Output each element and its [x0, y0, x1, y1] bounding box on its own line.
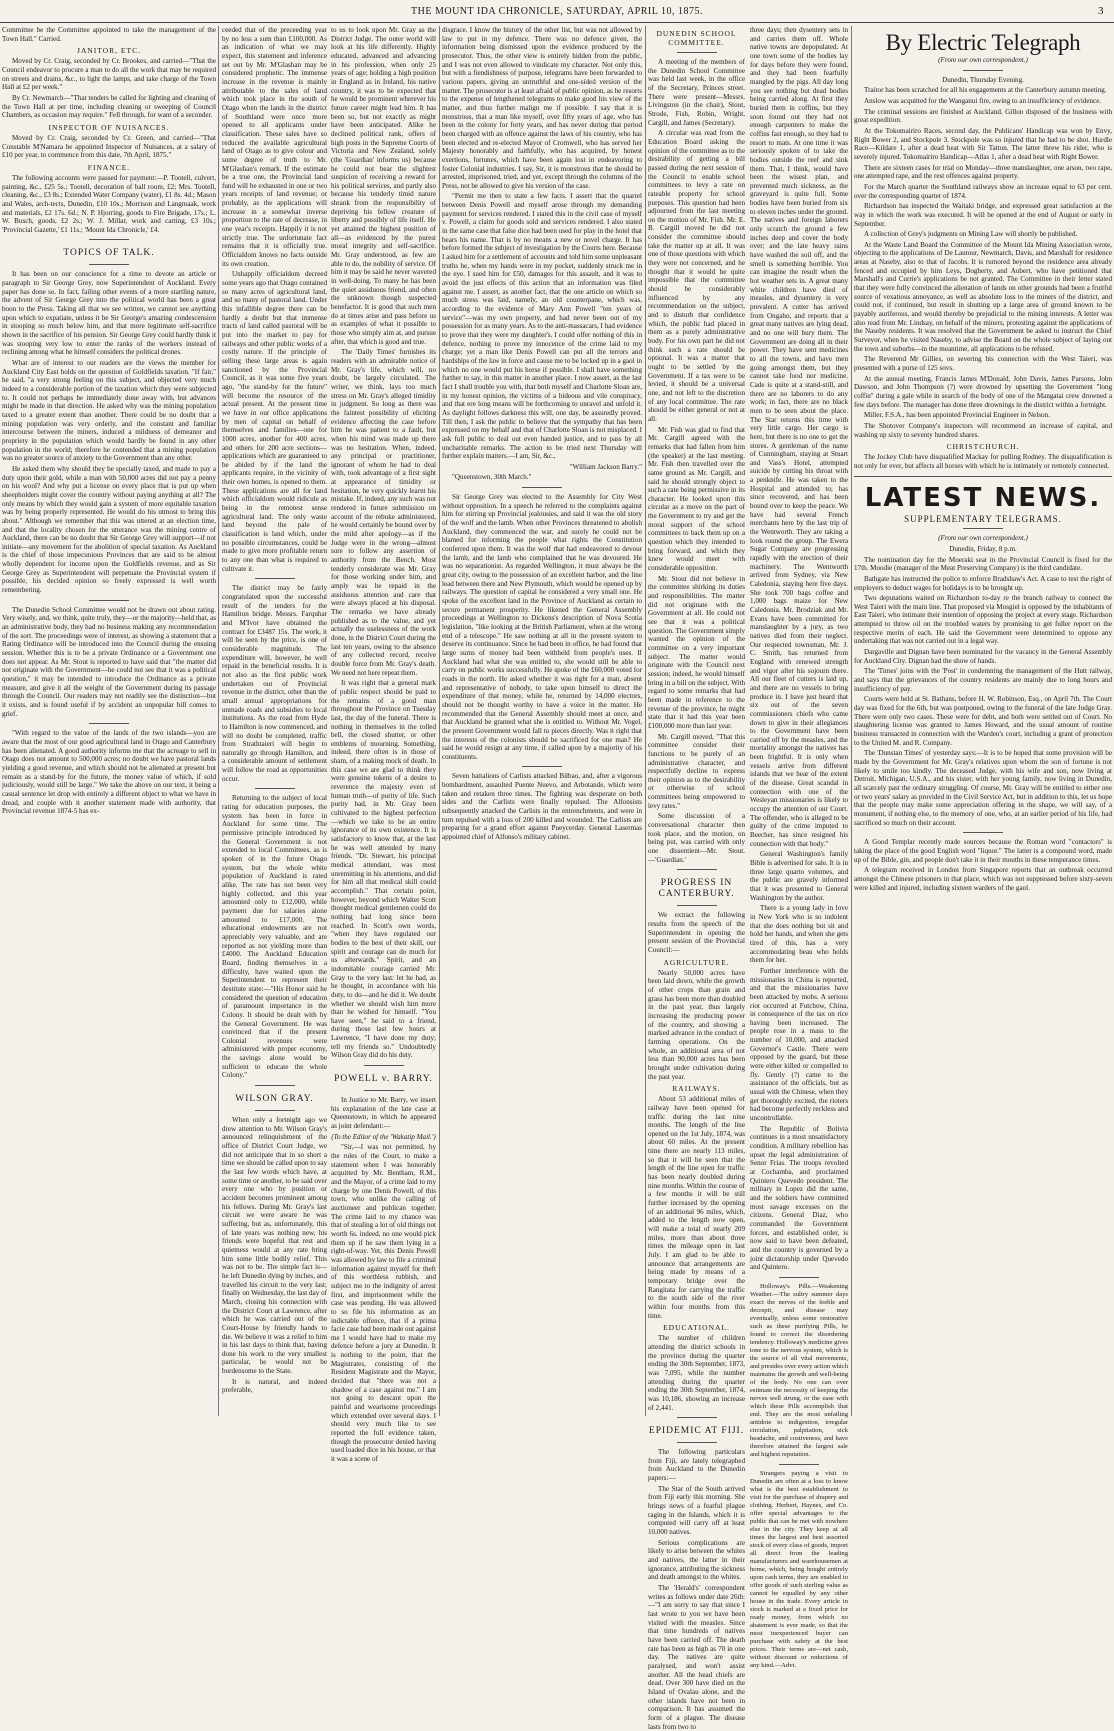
paragraph: A collection of Grey's judgments on Mining Law will shortly be published. — [864, 230, 1078, 239]
paragraph: "Sir,—I was not permitted, by the rules of the Court, to make a statement when I was honorably acquitted by Mr. Bentham, R.M., and the Mayor, of a crime laid to my charge by one Denis Powell, of this town, who unlike the calling of auctioneer and publican together. The crime laid to my chance was that of stealing a lot of old things not worth 6s. indeed, no one would pick them up if he saw them lying in a right-of-way. Yet, this Denis Powell was allowed by law to file a criminal information against myself for theft of this worthless rubbish, and subject me to the indignity of arrest first, and imprisonment while the case was pending. He was allowed to so file his information as an indictable offence, that if a prima facie case had been made out against me I would have had to make my defence before a jury at Dunedin. It is nothing to the point, that the Magistrates, consisting of the Resident Magistrate and the Mayor, decided that "there was not a shadow of a case against me." I am not going to descant upon the painful and wearisome proceedings which extended over several days. I should very much like to see reported the full evidence taken, though the prosecutor denied having used loaded dice in his house, or that it was a scene of — [331, 1143, 436, 1463]
paragraph: Traitor has been scratched for all his engagements at the Canterbury autumn meeting. — [864, 86, 1107, 95]
dateline: Dunedin, Thursday Evening. — [942, 75, 1024, 84]
paragraph: Returning to the subject of local rating for education purposes, the system has been in force in Auckland for some time. The permissive principle introduced by the General Government is not extended to local Committees, as is spoken of in the future Otago system, but the whole white population of Auckland is rated alike. The rate has not been very highly collected, and this year amounted only to £12,000, while payment due for salaries alone amounted to £17,000. The educational endowments are not appreciably very valuable, and are reported as not yielding more than £4000. The Auckland Education Board, finding themselves in a difficulty, have waited upon the Superintendent to represent their destitute state:—"His Honor said he considered the question of education of paramount importance in the Colony. It should be dealt with by the General Government. He was convinced that if the present Colonial revenues were administered with proper economy, the savings alone would be sufficient to educate the whole Colony." — [222, 794, 327, 1080]
column-3 — [442, 26, 642, 1412]
paragraph: The 'Dunstan Times' of yesterday says:—It is to be hoped that some provision will be made by the Government for Mr. Gray's relatives upon whom the son of fortune is not likely to smile too kindly. The deceased Judge, with his wife and son, now living at Detroit, Michigan, U.S.A., and his sister, with her young family, now living in Dunedin, all scarcely past the ordinary struggling. Of course, Mr. Gray will be entitled to either one or two years' salary as provided in the Civil Service Act, but in addition to this, let us hope that the people may make some appreciation offering in the shape, we will say, of a monument, if nothing else, to the memory of one, who, at an earlier period of his life, had sacrificed so much on their account. — [854, 749, 1112, 827]
divider — [677, 1442, 717, 1443]
paragraph: Unhappily officialdom decreed some years ago that Otago contained so many acres of agricultural land, and so many of pastoral land. Under this infallible degree there can be hardly a doubt but that immense tracts of land called pastoral will be put into the market to pay for railways and other public works of a costly nature. If the principle of selling these large areas is again sanctioned by the Provincial Council, as it was some five years ago, "the stand-by for the future" will become the resource of the actual present. At the present time we have in our office applications by men of capital on behalf of themselves and families—one for 1000 acres, another for 400 acres, and others for 200 acre sections—applications which are guaranteed to be abided by if the land the applicants require, in the vicinity of their own homes, is opened to them. These applications are all for land which officialdom would ridicule as being in the remotest sense agricultural land. The only waste land beyond the pale of classification is land which, under no possible circumstances, could be made to give more profitable return to any one than what is required to cultivate it. — [222, 270, 327, 573]
paragraph: to us to look upon Mr. Gray as the District Judge. The outer world will look at his life differently. Highly educated, advanced and advancing in his profession, when only 25 years of age; holding a high position in England as in Ireland, his native country, it was to be expected that he would be prominent wherever his future career might lead him. It has been so, but not exactly as might have been anticipated. Alike he declined political rank, offers of high posts in the Supreme Courts of Victoria and New Zealand, solely (the 'Guardian' informs us) because he could not bear the slightest suspicion of receiving a reward for his political services, and partly also because his tenderly timid nature shrank from the responsibility of depriving his fellow creature of liberty and possibly of life itself. He yet attained the highest position of all—as evidenced by the purest moral integrity and self-sacrifice. Mr. Gray understood, as few are able to do, the nobility of service. Of him it may be said he never wavered in well-doing. To many he has been the quiet assiduous friend, and often the unknown though suspected benefactor. It is good that such men do at times arise and pass before us as examples of what it possible to those who simply aim at, and pursue after, that which is good and true. — [331, 26, 436, 346]
telegraph-banner: By Electric Telegraph — [885, 30, 1081, 55]
divider — [963, 70, 1003, 71]
divider — [89, 600, 129, 601]
column-rule — [851, 26, 852, 1416]
paragraph: A meeting of the members of the Dunedin School Committee was held last week, in the office of the Secretary, Princes street. There were present—Messrs. Livingston (in the chair), Stout, Strode, Fish, Robin, Wright, Cargill, and James (Secretary). — [648, 58, 745, 127]
paragraph: Mr. Stout did not believe in the committee shirking its duties and responsibilities. The matter did not originate with the Government at all. He could not see that it was a political question. The Government simply wanted the opinion of the committee on a very important subject. The matter would originate with the Council next session; indeed, he would himself bring in a bill on the subject. With regard to some remarks that had been made in reference to the revenue of the province, he might state that it had this year been £100,000 more than last year. — [648, 574, 745, 730]
divider — [963, 528, 1003, 529]
supplementary-heading: SUPPLEMENTARY TELEGRAMS. — [904, 513, 1062, 524]
divider — [522, 766, 562, 767]
paragraph: disgrace. I know the history of the other list, but was not allowed by law to put in my defence. There was no defence given, the information being dismissed upon the evidence produced by the prosecutor. Thus, the other view is entirely hidden from the public, and I was not even allowed to vindicate my character. Not only this, but with a fiendishness of purpose, telegrams have been forwarded to various papers, giving an untruthful and one-sided version of the matter. The prosecutor is at least afraid of public opinion, as he resorts to the expense of lengthened telegrams to make good his view of the matter, and thus further malign me if possible. I say that it is monstrous, that a man like myself, over fifty years of age, who has been in the colony for forty years, and has never during that period been charged with an offence against the laws of his country, who has been elected and re-elected Mayor of Cromwell, who has served her Majesty honorably and faithfully, who has acquired, by honest exertions, fortunes, which have been again lost in endeavoring to foster Colonial industries. I say, Sir, it is monstrous that he should be arrested, imprisoned, tried, and yet, except through the columns of the Press, not be allowed to give his version of the case. — [442, 26, 642, 190]
paragraph: Nearly 50,000 acres have been laid down, while the growth of other crops than grain and grass has been more than doubled in the past year, thus largely increasing the producing power of the country, and showing a marked advance in the conduct of farming operations. On the whole, an additional area of not less than 90,000 acres has been brought under cultivation during the past year. — [648, 968, 745, 1081]
paragraph: Bathgate has instructed the police to enforce Bradshaw's Act. A case to test the right of employers to deduct wages for holidays is to be brought up. — [854, 574, 1112, 592]
divider — [677, 52, 717, 53]
signature-place: "Queenstown, 30th March." — [452, 473, 532, 482]
paragraph: The following accounts were passed for payment:—P. Tootell, culvert, painting, &c., £25 5s.; Tootell, decoration of ball room, £2; Mrs. Tootell, cleaning, &c., £3 8s.; Extended Water Company (water), £1 8s. 4d.; Mason and Wales, arch-tects, Dunedin, £10 10s.; Morrison and Langmaak, work and materials, £2 17s. 6d.; N. P. Hjorring, goods to Fire Brigade, 17s.; L. W. Busch, goods, £2 2s.; W. J. Millar, work and carting, £3 10s.; 'Provincial Gazette,' £1 11s.; 'Mount Ida Chronicle,' £4. — [2, 173, 216, 234]
paragraph: At the Waste Land Board the Committee of the Mount Ida Mining Association wrote, objecting to the applications of De Lautour, Newmarch, Davis, and Marshall for residence areas at Naseby, also to that of Jacobs. It is rumored beyond the residence area already fenced and occupied by him Leys, Dogherty, and Aubert, who have petitioned that Marshall's and Currie's applications be not granted. The Committee in their letter stated that they were fully convinced the alienation of lands on other grounds had been a fruitful source of vexatious annoyance, as well as absolute loss to the miners of the district, and could not, if continued, but result in shutting up a large area of ground known to be payably auriferous, and would thereby be prejudicial to the mining interests. A letter was also read from Mr. Lindsay, on behalf of the miners, protesting against the applications of the Naseby residents. It was resolved that the Government be asked to instruct the Chief Surveyor, when he visited Naseby, to advise the Board on the whole subject of laying out the town and suburbs—in the meantime, all applications to be refused. — [854, 240, 1112, 353]
article-title: EPIDEMIC AT FIJI. — [648, 1426, 745, 1437]
paragraph: A telegram received in London from Singapore reports that an outbreak occurred amongst the Chinese prisoners in that place, which was not suppressed before sixty-seven were killed and injured, including sixteen warders of the gaol. — [854, 866, 1112, 892]
section-heading: AGRICULTURE. — [663, 957, 730, 967]
paragraph: We extract the following results from the speech of the Superintendent in opening the present session of the Provincial Council:— — [648, 911, 745, 954]
section-heading: CHRISTCHURCH. — [946, 442, 1020, 452]
paragraph: (To the Editor of the 'Wakatip Mail.') — [331, 1132, 436, 1141]
byline: (From our own correspondent.) — [938, 534, 1028, 543]
divider — [89, 723, 129, 724]
paragraph: Courts were held at St. Bathans, before H. W. Robinson, Esq., on April 7th. The Court day was fixed for the 6th, but was postponed, owing to the funeral of the late Judge Gray. There were only two cases. These were for debt, and both were settled out of Court. No slaughtering license was granted to James Howard, and the usual amount of routine business transacted in connection with the Warden's court, including a grant of protection to the United M. and R. Company. — [854, 695, 1112, 747]
article-title: TOPICS OF TALK. — [63, 248, 155, 259]
paragraph: A Good Templar recently made sources because the Roman word "contactors" is taking the place of the good English word "liquor." The latter is a compound word, made up of the Bible, gin, and people don't take it in their mouths in these temperance times. — [854, 838, 1112, 864]
paragraph: Mr. Cargill moved, "That this committee consider their functions to be purely of an administrative character, and respectfully decline to express their opinion as to the desirability or otherwise of school committees being empowered to levy rates." — [648, 732, 745, 810]
paragraph: The Star of the South arrived from Fiji early this morning. She brings news of a fearful plague raging in the Islands, which it is computed will carry off at least 10,000 natives. — [648, 1484, 745, 1537]
paragraph: The Republic of Bolivia continues in a most unsatisfactory condition. A military rebellion has upset the legal administration of Senor Frias. The troops revolted at Cochamba, and proclaimed Quintero Quevedo president. The military in Lopez did the same, and the soldiers have committed most savage excesses on the citizens. General Diaz, who commanded the Government forces, and established order, is now said to have been defeated, and the country is governed by a joint dictatorship under Quevedo and Quintero. — [750, 1124, 848, 1272]
paragraph: Mr. Fish was glad to find that Mr. Cargill agreed with the remarks that had fallen from him (the speaker) at the last meeting. Mr. Fish then travelled over the same ground as Mr. Cargill, and said he should strongly object to such a rate being permissive in its character. He looked upon this circular as a move on the part of the Government to try and get the moral support of the school committees to back them up on a question which they intended to bring forward, and which they knew would meet with considerable opposition. — [648, 425, 745, 573]
paragraph: General Washington's family Bible is advertised for sale. It is in three large quarto volumes, and the public are gravely informed that it was presented to General Washington by the author. — [750, 850, 848, 902]
section-heading: JANITOR, ETC. — [77, 46, 141, 56]
paragraph: Seven battalions of Carlists attacked Bilbao, and, after a vigorous bombardment, assaulted Puente Nuevo, and Arbotande, which were taken and retaken three times. The fighting was desperate on both sides and the Carlists were finally repulsed. The Alfonsists subsequently attacked the Carlists in the entrenchments, and were in turn repulsed with a loss of 200 killed and wounded. The Carlists are preparing for a grand effort against Pueycerday. General Lasermas appointed chief of Alfonso's military cabinet. — [442, 772, 642, 842]
paragraph: It has been on our conscience for a time to devote an article or paragraph to Sir George Grey, now Superintendent of Auckland. Every paper has done so. In fact, failing other events of a more startling nature, the advent of Sir George Grey into the political world has been a great boon to the Press. Taking all that we see written, we cannot see anything upon which to expatiate, unless it be Sir George's amazing condescension in stooping so much below him, and that more legitimate self-sacrifice shown in the sacrifice of his pension. Sir George Grey could hardly think it was stooping very low to enter the ranks of the workers instead of reclining among what he himself considers the political drones. — [2, 270, 216, 357]
paragraph: The number of children attending the district schools in the province during the quarter ending the 30th September, 1873, was 7,095, while the number attending during the quarter ending the 30th September, 1874, was 10,186, showing an increase of 2,441. — [648, 1334, 745, 1412]
paragraph: At the Tokomairiro Races, second day, the Publicans' Handicap was won by Envy, Right Bower 2, and Stockpole 3. Stockpole was so injured that he had to be shot. Hurdle Race—Kildare 1, after a dead heat with Sir Tatton. The latter threw his rider, who is severely injured. Tokomairiro Handicap—Atlas 1, after a dead heat with Right Bower. — [854, 126, 1112, 161]
column-rule — [645, 26, 646, 1416]
paragraph: It is natural, and indeed preferable, — [222, 1377, 327, 1395]
paragraph: There are sixteen cases for trial on Monday—three manslaughter, one arson, two rape, one attempted rape, and the rest offences against property. — [854, 163, 1112, 181]
column-5 — [854, 26, 1112, 1412]
column-2b — [331, 26, 437, 1463]
paragraph: Committee be the Committee appointed to take the management of the Town Hall." Carried. — [2, 26, 216, 43]
section-heading: RAILWAYS. — [672, 1084, 721, 1094]
advertisement: Strangers paying a visit to Dunedin are often at a loss to know what is the best establishment to visit for the purchase of drapery and clothing. Herbert, Haynes, and Co. offer special advantages to the public that can be met with nowhere else in the city. They keep at all times the largest and best assorted stock of every class of goods, import all direct from the leading manufacturers and warehousemen at home, which, being bought entirely upon cash terms, they are enabled to offer goods of such sterling value as cannot be equalled by any other house in the trade. Every article in stock is marked at a fixed price for ready money, from which no abatement is ever made, so that the most inexperienced buyer can purchase with safety at the best prices. Their terms are—net cash, without discount or reductions of any kind.—Advt. — [750, 1469, 848, 1669]
byline: (From our own correspondent.) — [938, 56, 1028, 64]
paragraph: The Jockey Club have disqualified Mackay for pulling Rodney. The disqualification is not only for ever, but affects all horses with which he is intimately or remotely connected. — [854, 453, 1112, 470]
paragraph: Miller, F.S.A., has been appointed Provincial Engineer in Nelson. — [864, 411, 1050, 420]
column-2a — [222, 26, 327, 1412]
article-title: POWELL v. BARRY. — [334, 1074, 433, 1085]
divider — [255, 578, 295, 579]
paragraph: There is a young lady in love in New York who is so indolent that she does nothing but sit and hold her hands, and when she gets tired of this, has a very accommodating beau who holds them for her. — [750, 904, 848, 965]
divider — [677, 1417, 717, 1418]
divider — [255, 1110, 295, 1111]
paragraph: The nomination day for the Moeraki seat in the Provincial Council is fixed for the 17th. Moodie (manager of the Meat Preserving Company) is the third candidate. — [854, 555, 1112, 573]
paragraph: "Permit me then to state a few facts. I assert that the quarrel between Denis Powell and myself arose through my demanding payment for services rendered. I stated this in the civil case of myself v. Powell, a claim for goods sold and services rendered. I also stated in the same case that false dice had been used for play in the hotel that bears his name. That is by no means a new or novel charge. It has before formed the subject of investigation by the Courts here. Because I asked him for a settlement of accounts and told him some unpleasant truths he, when my hands were in my pocket, suddenly struck me in the eye. I sued him for £50, damages for this assault, and it was to avoid the just effects of this action that an information was filed against me. I assert, as another fact, that the one article on which so much stress was laid, namely, an old counterpane, which was, according to the evidence of Mary Ann Powell "ten years of service"—was my own property, and had never been out of my possession for as many years. As to the anti-massacars, I had evidence to prove that they were my daughter's. I could offer nothing of this in defence, nothing to prove my innocence of the crime laid to my charge; yet a man like Denis Powell can put all the terrors and hardships of the law in force and cause me to be locked up in a gaol in which no one would put his horse if possible. I shall have something further to say, in this matter in another place. I now assert, as the last fact I shall trouble you with, that both myself and Charlotte Sloan are, in my honest opinion, the victims of a hideous and vile conspiracy, and that ere long means will be forthcoming to unravel and unfold it. As daylight follows darkness this will, one day, be assuredly proved. Till then, I ask the public to believe that the sympathy that has been expressed on my behalf and that of Charlotte Sloan is not misplaced. I ask full public to deal out even handed justice, and to pass by all uncharitable remarks. The action to be tried next Thursday will further explain matters.—I am, Sir, &c., — [442, 192, 642, 461]
masthead — [0, 0, 1114, 23]
paragraph: For the March quarter the Southland railways show an increase equal to 63 per cent. over the corresponding quarter of 1874. — [854, 182, 1112, 200]
paragraph: At the annual meeting, Francis James M'Donald, John Davis, James Parsons, John Dawson, and John Thompson (?) were drowned by upsetting the Government "long coffin" during a gale while in search of the body of one of the Mangatai crew drowned a few days before. The manager has done three drownings in the district within a fortnight. — [854, 374, 1112, 409]
paragraph: Serious complications are likely to arise between the whites and natives, the latter in their ignorance, attributing the sickness and death amongst to the whites. — [648, 1538, 745, 1582]
dateline: Dunedin, Friday, 8 p.m. — [949, 544, 1017, 553]
paragraph: Anslow was acquitted for the Wanganui fire, owing to an insufficiency of evidence. — [864, 96, 1102, 105]
section-heading: FINANCE. — [87, 162, 131, 172]
divider — [89, 264, 129, 265]
section-heading: EDUCATIONAL. — [663, 1323, 730, 1333]
paragraph: Moved by Cr. Craig, seconded by Cr. Brookes, and carried—"That the Council endeavor to procure a man to do all the work that may be required on streets and drains, &c., to light the lamps, and take charge of the Town Hall at £2 per week." — [2, 57, 216, 92]
article-title: PROGRESS IN CANTERBURY. — [658, 878, 735, 900]
column-4b — [750, 26, 848, 1669]
divider — [89, 239, 129, 240]
masthead-date: THE MOUNT IDA CHRONICLE, SATURDAY, APRIL 10, 1875. — [411, 6, 703, 17]
paragraph: Richardson has inspected the Waitaki bridge, and expressed great satisfaction at the way in which the work was executed. It will be opened at the end of August or early in September. — [854, 202, 1112, 228]
paragraph: Moved by Cr. Craig, seconded by Cr. Green, and carried—"That Constable M'Namara be appointed Inspector of Nuisances, at a salary of £10 per year, to commence from this date, 7th April, 1875." — [2, 133, 216, 160]
paragraph: What are of interest to our readers are the views the member for Auckland City East holds on the question of Goldfields taxation. "If fair," he said, "a very strong feeling on this subject, and objected very much indeed to a considerable portion of the taxation which they were subjected to. It could not perhaps be immediately done away with, but advances might be made in that direction. He asked why was the mining population taxed to a greater extent than another. There could be no doubt that a mining population was very orderly, and the constant and familiar intercourse between the miners, induced a mildness of demeanor and propriety in the population which would hardly be found in any other population in the world; therefore he contended that a mining population was no greater source of anxiety to the Government than any other. — [2, 359, 216, 463]
paragraph: Some discussion of a conversational character then took place, and the motion, on being put, was carried with only one dissentient—Mr. Stout.—'Guardian.' — [648, 812, 745, 864]
paragraph: The Shotover Company's inspectors will recommend an increase of capital, and washing up sixty to seventy hundred shares. — [854, 421, 1112, 439]
divider — [364, 1065, 404, 1066]
paragraph: Dargaville and Dignan have been nominated for the vacancy in the General Assembly for Auckland City. Dignan had the show of hands. — [854, 648, 1112, 665]
paragraph: The 'Herald's' correspondent writes as follows under date 26th:—"I am sorry to say that since I last wrote to you we have been visited with the measles. Since that time hundreds of natives have been carried off. The death rate has been as high as 70 in one day. The natives are quite paralysed, and won't assist another. All the head chiefs are dead. Over 300 have died on the Island of Ovalau alone, and the other islands have not been in comparison. It has assumed the form of a plague. The disease lasts from two to — [648, 1584, 745, 1731]
paragraph: When only a fortnight ago we drew attention to Mr. Wilson Gray's announced relinquishment of the office of District Court Judge, we did not anticipate that in so short a time we should be called upon to say the last few words which have, at some time or another, to be said over every one who by position or accident becomes prominent among his fellows. During Mr. Gray's last circuit we were aware he was suffering, but as, unfortunately, this of late years was nothing new, his friends were hopeful that rest and quietness would at any rate bring him some little bodily relief. This was not to be. The simple fact is—he left Dunedin dying by inches, and travelled his circuit to the very last; finally on Wednesday, the last day of March, closing his connection with the District Court at Lawrence, after which he was carried out of the Court-House by friendly hands to die. We believe it was a relief to him in his last days to think that, having done his work to the very smallest particular, he would not be burdensome to the State. — [222, 1116, 328, 1376]
paragraph: By Cr. Newmarch—"That tenders be called for lighting and cleaning of the Town Hall at per time, including cleaning or sweeping of Council Chambers, as occasion may require." Fell through, for want of a seconder. — [2, 93, 216, 120]
paragraph: About 53 additional miles of railway have been opened for traffic during the last nine months. The length of the line opened on the 1st July, 1874, was about 60 miles. At the present time there are nearly 113 miles, so that it will be seen that the length of the line open for traffic has been nearly doubled during nine months. Within the course of a few months it will be still further increased by the opening of an additional 96 miles, which, added to the length now open, will make a total of nearly 209 miles, more than about three times the mileage open in last July. I am glad to be able to announce that arrangements are being made by means of a temporary bridge over the Rangitata for carrying the traffic to the south side of the river within four months from this time. — [648, 1095, 745, 1320]
page-number: 3 — [1098, 5, 1104, 17]
paragraph: He asked them why should they be specially taxed, and made to pay a duty upon their gold, while a man with 50,000 acres did not pay a penny on his wool? And why put a license on every place that is put up when sheepholders might cover the country without paying anything at all? The only means by which they would gain a system of more equitable taxation was by being properly represented. He would do his utmost to bring this about." Although we remember that this was uttered at an election time, and that the locality chosen for the utterance was the mining centre of Auckland, there can be no doubt that Sir George Grey will support—if not initiate—any movement for the abolition of special taxation. As Auckland is the chief of those impecunious Provinces that are said to be almost wholly dependent for income upon the Goldfields revenue, and as Sir George Grey as Superintendent will perpetuate the Provincial system if possible, his decided opinion so freely expressed is well worth remembering. — [2, 464, 216, 595]
signature: "William Jackson Barry." — [569, 462, 642, 471]
advertisement: Holloway's Pills.—Weakening Weather.—The sultry summer days exact the nerves of the feeble and decrepit, and disease may eventually, unless some restorative such as these purifying Pills, be found to correct the disordering tendency. Holloway's medicine gives tone to the nervous system, which is the source of all vital movements, and presides over every action which maintains the growth and well-being of the body. No one can over estimate the necessity of keeping the nerves well strung, or the ease with which these Pills accomplish that end. They are the most unfailing antidote to indigestion, irregular circulation, palpitation, sick headache, and costiveness, and have therefore attained the largest sale and highest reputation. — [750, 1282, 848, 1458]
paragraph: Sir George Grey was elected to the Assembly for City West without opposition. In a speech he referred to the complaints against him for stirring up Provincial jealousies, and said it was the old story of the wolf and the lamb. When other Provinces threatened to abolish Auckland, they commenced the war, and surely he could not be blamed for informing the people what rights the Constitution conferred upon them. It was the wolf that had endeavored to devour the lamb, and the lamb who complained that he was devoured. He was no separationist. As regarded Wellington, it must always be the great city, owing to the possession of an excellent harbor, and the line lead between there and New Plymouth, which would be opened up by railways. The question of capital he considered a very small one. He spoke of the excellent land in the Province of Auckland as certain to secure permanent prosperity. He likened the General Assembly proceedings at Wellington to Dickens's description of Nova Scotia legislation, "like looking at the British Parliament, when at the wrong end of a telescope." He saw nothing at all in the present system to deserve its continuance. Since he had been in office, he had found that large sums of money had been withheld from people's uses. If Auckland had what she was entitled to, she would still be able to carry on public works successfully. He spoke of the £60,000 voted for roads in the north. He asked whether it was right for a man, absent and representative of nobody, to take upon himself to direct the expenditure of that money, while he, returned by 14,000 electors, should not be thought worthy to have a voice in the matter. He recommended that the General Assembly should meet at once, and that Auckland be granted what she is entitled to. Without Mr. Vogel, the present Government would fall to pieces directly. Was it right that the interests of the colonists should be sacrificed for one man? He said he would resign at any time, if called upon by a majority of his constituents. — [442, 493, 642, 761]
divider — [255, 1085, 295, 1086]
paragraph: "With regard to the value of the lands of the two islands—you are aware that the most of our good agricultural land in Otago and Canterbury has been alienated. A good authority informs me that the acreage to sell in Otago does not amount to 500,000 acres; no doubt we have pastoral lands yielding a good revenue, and which should not be alienated at present but remain as a stand-by for the future, the money value of which, if sold judiciously, would still be large." We take the above on our text, it being a casual sentence let drop with entirely a different object to what we have in dread, and couple with it another statement made with authority, that Provincial revenue 1874-5 has ex- — [2, 729, 216, 816]
latest-news-banner: LATEST NEWS. — [864, 482, 1102, 513]
paragraph: In Justice to Mr. Barry, we insert his explanation of the late case at Queenstown, in which he appeared as joint defendant:— — [331, 1096, 436, 1131]
paragraph: three days; then dysentery sets in and carries them off. Whole native towns are depopulated. At one town some of the bodies lay for days before they were found, and they had been fearfully mangled by the pigs. All day long you see nothing but dead bodies being carried along. At first they buried them in coffins, but they soon found out they had not enough carpenters to make the coffins fast enough, so they had to resort to mats. At one time it was seriously spoken of to take the bodies outside the reef and sink them. That, I think, would have been the wisest plan, and prevented much sickness, as the graveyard is quite full. Some bodies have been buried from six to eleven inches under the ground. The natives and foreign laborers only scratch the ground a few inches deep and cover the body over; and the late heavy rains have washed the soil off, and the smell is something horrible. You can imagine the result when the hot weather sets in. A great many white children have died of measles, and dysentery is very prevalent. A cutter has arrived from Ongaho, and reports that a great many natives are lying dead, and no one will bury them. The Government are doing all in their power. They have sent medicines to all the towns, and have men going amongst them, but they cannot take food nor medicine. Cade is quite at a stand-still, and there are no laborers to do any work; in fact, there are no black men to be seen about the place. The Star returns this time with very little cargo. Her cargo is here, but there is no one to get the stores. A gentleman of the name of Cunningham, staying at Stuart and Vass's Hotel, attempted suicide by cutting his throat with a penknife. He was taken to the Hospital and attended to; has since recovered, and has been bound over to keep the peace. We have had several French merchants here by the last trip of the Wentworth. They are taking a look round the group. The Ewera Sugar Company are progressing rapidly with the erection of their machinery. The Wentworth arrived from Sydney, via New Caledonia, staying here five days. She took 700 bags coffee and 1,000 bags maize for New Caledonia. Mr. Brodziak and Mr. Evans have been committed for manslaughter by a jury, as two natives died from their neglect. Our respected townsman, Mr. J. C. Smith, has returned from England with renewed strength and vigor after his sojourn there. All our fleet of cutters is laid up, and there are no vessels to bring produce in. I have just heard that six out of the seven commissioners chiefs who came down to give in their allegiances to the Government have been carried off by the measles, and the mortality amongst the natives has been frightful. It is only when vessels arrive from different islands that we hear of the extent of the disease. Great scandal in connection with one of the Wesleyan missionaries is likely to occupy the attention of our Court. The offender, who is alleged to be guilty of the crime imputed to Beecher, has since resigned his connection with that body." — [750, 26, 848, 848]
paragraph: The 'Daily Times' furnishes its readers with an admirable notice of Mr. Gray's life, which will, no doubt, be largely circulated. The writer, we think, lays too much stress on Mr. Gray's alleged timidity in judgment. So long as there was the faintest possibility of eliciting evidence affecting the case before him he was patient to a fault, but when his mind was made up there was no hesitation. When, indeed, any principal or practitioner, ignorant of whom he had to deal with, took advantage of a first sight at appearance of timidity or hesitation, he very quickly learnt his mistake. If, indeed, any such was not rendered in future submission on account of the rebuke administered, he would certainly be bound over by the mild after apology—as if the Judge were in the wrong—almost sure to follow any assertion of authority from the Bench. Most tenderly considerate was Mr. Gray for those working under him, and amply was he repaid in the assiduous attention and care that were always placed at his disposal. The remarks we have already published as to the value, and yet actually the uselessness of the work done, in the District Court during the last ten years, owing to the absence of any collected record, receive double force from Mr. Gray's death. We need not here repeat them. — [331, 348, 437, 677]
section-heading: INSPECTOR OF NUISANCES. — [48, 122, 170, 132]
paragraph: It was right that a general mark of public respect should be paid to the remains of a good man throughout the Province on Tuesday last, the day of the funeral. There is nothing in themselves in the tolled bell, the closed shutter, or other emblems of mourning. Something, indeed, there often is in those of sham, of a making mock of death. In this case we are glad to think they were genuine tokens of a desire to reverence the majesty even of human truth—of purity of life. Such purity had, in Mr. Gray been cultivated to the highest perfection—which we take to be an entire ignorance of its own existence. It is satisfactory to know that, at the last he was well attended by many friends. "Dr. Stewart, his principal medical attendant, was most unremitting in his attentions, and did for him all that medical skill could accomplish." That certain point, however, beyond which Walter Scott thought medical gentlemen could do nothing had long since been reached. In Scott's own words, "when they have regulated our bodies to the best of their skill, our spirit and courage can do much for us afterwards." Spirit, and an indomitable courage carried Mr. Gray to the very last: let he had, as he thought, in accordance with his duty, to do—and he did it. We doubt whether we should wish him more than he wished for himself. "You have seen," he said to a friend, during those last few hours at Lawrence, "I have done my duty; tell my friends so." Undoubtedly Wilson Gray did do his duty. — [331, 679, 436, 1060]
paragraph: The criminal sessions are finished at Auckland. Gillon disposed of the business with great expedition. — [854, 107, 1112, 125]
paragraph: The following particulars from Fiji, are lately telegraphed from Auckland to the Dunedin papers:— — [648, 1448, 745, 1483]
divider — [364, 1090, 404, 1091]
paragraph: Two deputations waited on Richardson to-day re the branch railway to connect the West Taieri with the main line. That proposed via Mosgiel is opposed by the inhabitants of East Taieri, who intimate their intention of opposing the project at every stage. Richardson attempted to throw oil on the troubled waters by promising to get fuller report on the respective merits of each. He said the Government were determined to oppose any undertaking that was not carried out in a legal way. — [854, 594, 1112, 646]
divider — [522, 487, 562, 488]
paragraph: Further interference with the missionaries in China is reported, and that the missionaries have been attacked by mobs. A serious riot occurred at Futchow, China, in consequence of the tax on rice having been increased. The people rose in a mass to the number of 10,000, and attacked Governor's Castle. There were opposed by the guard, but these were either killed or compelled to fly. Gently (?) came to the assistance of the officials, but as usual with the Chinese, when they get thoroughly excited, the rioters had become perfectly reckless and uncontrollable. — [750, 966, 848, 1123]
column-rule — [218, 26, 219, 1416]
divider — [255, 788, 295, 789]
column-4a — [648, 26, 745, 1731]
paragraph: The Dunedin School Committee would not be drawn out about rating. Very wisely, and, we think, quite truly, they—or the majority—held that, as an administrative body, they had no business making any recommendation of the sort. The proceedings were of interest, as showing a statement that a Rating Ordinance will be introduced into the Council during the ensuing session. Whether this is to be a private Ordinance or a Government one does not appear. As Mr. Stout is reported to have said that "the matter did not originate with the Government—he could not see that it was a political question," it may be intended to introduce the Ordinance as a private measure, and give it all the weight of the Government during its passage through the Council. Our readers may not readily see the distinction—but it exists, and is found useful if by accident an unpopular bill comes to grief. — [2, 605, 216, 718]
divider — [779, 1277, 819, 1278]
divider — [963, 832, 1003, 833]
column-rule — [439, 26, 440, 1416]
paragraph: The district may be fairly congratulated upon the successful result of the tenders for the Hamilton bridge. Messrs. Farquhar and M'Ivor have obtained the contract for £3487 15s. The work, it will be seen by the price, is one of considerable magnitude. The expenditure will, however, be well repaid in the beneficial results. It is not also as the first public work undertaken out of Provincial revenue in the district, other than the small annual appropriations for unmade roads and subsidies to local institutions. As the road from Hyde to Hamilton is now commenced, and will no doubt be completed, traffic from Strathtaieri will begin to naturally go through Hamilton, and a considerable amount of settlement will follow the road as opportunities occur. — [222, 584, 327, 783]
article-title: WILSON GRAY. — [235, 1094, 314, 1105]
article-title: DUNEDIN SCHOOL COMMITTEE. — [656, 29, 737, 47]
paragraph: ceeded that of the preceeding year by no less a sum than £100,000. As an indication of what we may expect, this statement and inference set out by Mr. M'Glashan may be considered prophetic. The immense increase in the revenue is mainly attributable to the sales of land which took place in the south of Otago when the lands in the district of Southland were once more opened to all applicants under classification. These sales have so reduced the available agricultural land of Otago as to give colour and some degree of truth to Mr. M'Glashan's remark. If the estimate be a true one, the Provincial land fund will be exhausted in one or two years receipts of land revenue; or probably, as the applications will increase in a somewhat inverse proportion to the rate of decrease, in one year's receipts. Happily it is not strictly true. The unfortunate fact remains that it is officially true. Officialdom knows no facts outside its own creation. — [222, 26, 327, 268]
column-1 — [2, 26, 216, 1412]
divider — [854, 476, 1112, 477]
divider — [677, 869, 717, 870]
paragraph: The 'Times' joins with the 'Post' in condemning the management of the Hutt railway, and says that the grievances of the country residents are mainly due to long hours and insufficiency of pay. — [854, 667, 1112, 693]
divider — [677, 905, 717, 906]
divider — [779, 1464, 819, 1465]
paragraph: A circular was read from the Education Board asking the opinion of the committee as to the desirability of getting a bill passed during the next session of the Council to enable school committees to levy a rate on rateable property for school purposes. This question had been adjourned from the last meeting on the motion of Mr. Fish. Mr. E. B. Cargill moved he did not consider the committee should take the matter up at all. It was one of those questions with which they were not concerned, and he thought that it would be quite impossible that the committee should be considerably influenced by any recommendation on the subject, and to disturb that confidence which, the public had placed in them as a purely administrative body. For his own part he did not think such a rate should be optional. It was a matter that ought to be settled by the Government. If a tax were to be levied, it should be a universal one, and not left to the discretion of any local committee. The rate should be either general or not at all. — [648, 129, 745, 423]
paragraph: The Reverend Mr Gillies, on severing his connection with the West Taieri, was presented with a purse of 125 sovs. — [854, 355, 1112, 372]
